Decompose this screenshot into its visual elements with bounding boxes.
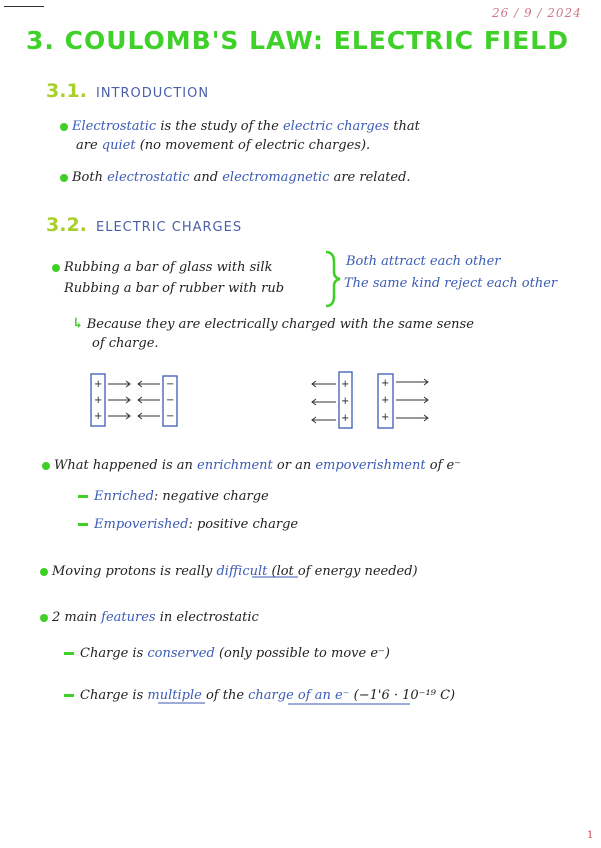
dash-mark: [64, 652, 74, 655]
impoverished-item: [78, 517, 298, 532]
text: of e⁻: [425, 458, 462, 473]
term-electric-charges: electric charges: [282, 119, 390, 134]
brace-icon: [326, 252, 340, 306]
term-empoverished: Empoverished: [94, 517, 189, 532]
rubbing-line-2: Rubbing a bar of rubber with rub: [64, 281, 285, 296]
term-quiet: quiet: [101, 138, 136, 153]
dash-mark: [78, 523, 88, 526]
text: (no movement of electric charges).: [135, 138, 371, 153]
section-title: INTRODUCTION: [95, 86, 210, 101]
text: Rubbing a bar of glass with silk: [64, 260, 273, 275]
plus-sign: +: [381, 378, 390, 389]
term-enriched: Enriched: [94, 489, 154, 504]
term-empoverishment: empoverishment: [315, 458, 426, 473]
text: 2 main: [52, 610, 102, 625]
minus-sign: −: [166, 379, 175, 390]
text: Moving protons is really: [52, 564, 217, 579]
section-title: ELECTRIC CHARGES: [95, 220, 243, 235]
text: : positive charge: [188, 517, 299, 532]
text: and: [189, 170, 223, 185]
positive-signs-left: [94, 377, 102, 425]
plus-sign: +: [381, 412, 390, 423]
text: (lot of energy needed): [267, 564, 418, 579]
plus-sign: +: [94, 411, 103, 422]
text: of the: [201, 688, 249, 703]
text: Charge is: [80, 688, 148, 703]
text: in electrostatic: [155, 610, 259, 625]
text: (only possible to move e⁻): [214, 646, 390, 661]
bullet-dot: [40, 614, 48, 622]
dash-mark: [64, 694, 74, 697]
text: : negative charge: [153, 489, 269, 504]
term-electrostatic: Electrostatic: [72, 119, 157, 134]
features-bullet: [40, 610, 259, 625]
note-attract: Both attract each other: [346, 254, 501, 269]
minus-sign: −: [166, 395, 175, 406]
term-electromagnetic: electromagnetic: [222, 170, 330, 185]
term-electrostatic: electrostatic: [107, 170, 190, 185]
repel-arrows: [312, 379, 428, 423]
minus-sign: −: [166, 411, 175, 422]
conserved-item: [64, 646, 390, 661]
date: 26 / 9 / 2024: [492, 6, 582, 20]
multiple-item: [64, 688, 455, 703]
plus-sign: +: [381, 395, 390, 406]
page-title: 3. COULOMB'S LAW: ELECTRIC FIELD: [26, 26, 569, 55]
plus-sign: +: [341, 379, 350, 390]
negative-signs: [166, 377, 174, 425]
plus-sign: +: [94, 379, 103, 390]
term-enrichment: enrichment: [197, 458, 273, 473]
text: or an: [272, 458, 316, 473]
page-number: 1: [587, 830, 594, 841]
dash-mark: [78, 495, 88, 498]
bullet-dot: [40, 568, 48, 576]
section-number: 3.2.: [46, 214, 87, 236]
text: (−1'6 · 10⁻¹⁹ C): [349, 688, 456, 703]
protons-bullet: [40, 564, 418, 579]
bullet-dot: [42, 462, 50, 470]
text: that: [389, 119, 420, 134]
term-conserved: conserved: [147, 646, 215, 661]
section-number: 3.1.: [46, 80, 87, 102]
term-charge-of-electron: charge of an e⁻: [248, 688, 350, 703]
because-line-cont: of charge.: [92, 336, 159, 351]
term-difficult: difficult: [216, 564, 268, 579]
text: are related.: [329, 170, 411, 185]
text: Charge is: [80, 646, 148, 661]
note-reject: The same kind reject each other: [344, 276, 558, 291]
plus-sign: +: [341, 413, 350, 424]
term-features: features: [101, 610, 156, 625]
text: Both: [72, 170, 108, 185]
attract-arrows: [108, 381, 160, 419]
text: Because they are electrically charged with the same sense: [86, 317, 474, 332]
plus-sign: +: [341, 396, 350, 407]
plus-sign: +: [94, 395, 103, 406]
term-multiple: multiple: [147, 688, 202, 703]
text: are: [76, 138, 102, 153]
positive-signs-mid: [341, 376, 349, 427]
happened-bullet: [42, 458, 461, 473]
arrow-right-icon: ↳: [72, 316, 84, 332]
text: is the study of the: [156, 119, 283, 134]
text: What happened is an: [54, 458, 198, 473]
enriched-item: [78, 489, 269, 504]
positive-signs-right: [381, 375, 389, 426]
